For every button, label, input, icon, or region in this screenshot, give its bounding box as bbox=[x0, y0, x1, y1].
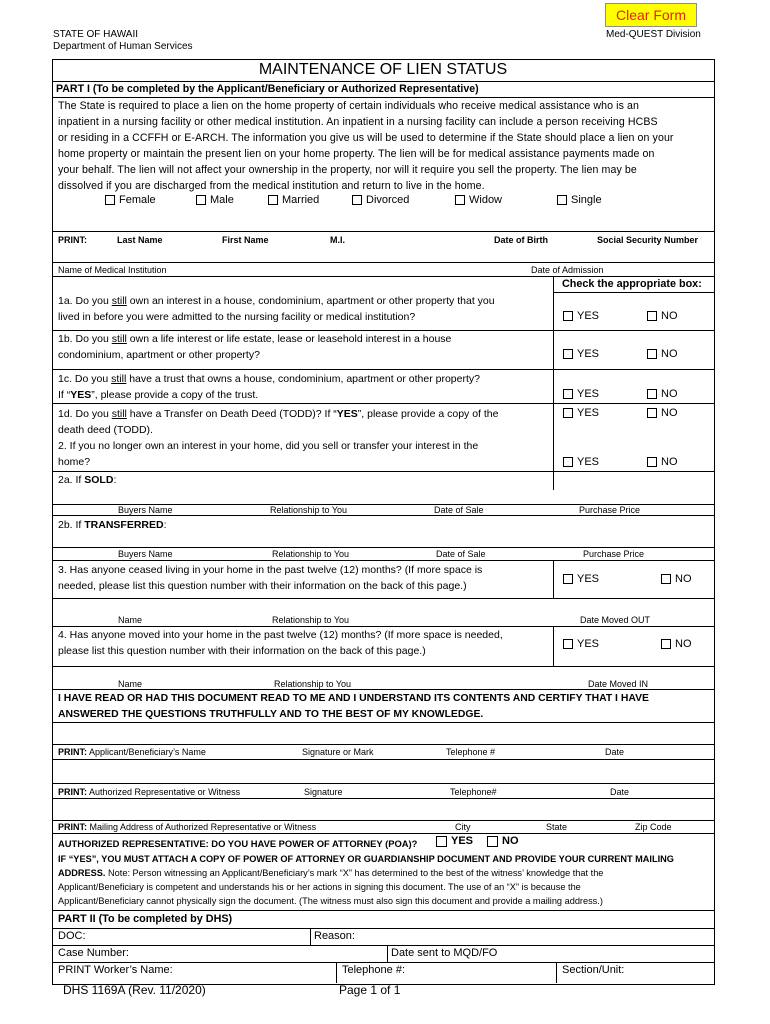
q1c-no-checkbox[interactable]: NO bbox=[647, 388, 678, 400]
city-label: City bbox=[455, 822, 471, 832]
q1d-no-checkbox[interactable]: NO bbox=[647, 407, 678, 419]
checkbox-icon bbox=[647, 408, 657, 418]
checkbox-widow[interactable]: Widow bbox=[455, 194, 502, 206]
q4-no-checkbox[interactable]: NO bbox=[661, 638, 692, 650]
checkbox-icon bbox=[647, 349, 657, 359]
part1-heading: PART I (To be completed by the Applicant/Beneficiary or Authorized Representative) bbox=[56, 83, 479, 95]
q3-name-label: Name bbox=[118, 615, 143, 625]
checkbox-icon bbox=[563, 639, 573, 649]
admission-label: Date of Admission bbox=[531, 265, 604, 275]
q1b-yes-checkbox[interactable]: YES bbox=[563, 348, 599, 360]
division-name: Med-QUEST Division bbox=[606, 29, 701, 40]
institution-label: Name of Medical Institution bbox=[58, 265, 167, 275]
applicant-row-labels: PRINT: Applicant/Beneficiary’s Name bbox=[58, 747, 206, 757]
reason-label: Reason: bbox=[314, 930, 355, 942]
q1b-no-checkbox[interactable]: NO bbox=[647, 348, 678, 360]
question-3: 3. Has anyone ceased living in your home in the past twelve (12) months? (If more space is needed, please list this question number with their information on the back of this page.) bbox=[58, 564, 483, 592]
representative-signature-input[interactable] bbox=[56, 760, 710, 782]
representative-telephone-label: Telephone# bbox=[450, 787, 497, 797]
transfer-date-label: Date of Sale bbox=[436, 549, 486, 559]
department-name: Department of Human Services bbox=[53, 41, 193, 52]
applicant-telephone-label: Telephone # bbox=[446, 747, 496, 757]
checkbox-icon bbox=[563, 311, 573, 321]
state-label: State bbox=[546, 822, 568, 832]
checkbox-icon bbox=[105, 195, 115, 205]
check-box-instruction: Check the appropriate box: bbox=[562, 278, 702, 290]
checkbox-icon bbox=[563, 349, 573, 359]
checkbox-icon bbox=[563, 389, 573, 399]
checkbox-icon bbox=[563, 457, 573, 467]
poa-yes-checkbox[interactable]: YES bbox=[436, 835, 473, 847]
transfer-buyers-name-label: Buyers Name bbox=[118, 549, 173, 559]
intro-paragraph: The State is required to place a lien on the home property of certain individuals who receive medical assistance who is an inpatient in a nursing facility or other medical institution. An inpatient in a nursing facility can include a person receiving HCBS or residing in a CCFFH or E-ARCH. The information you give us will be used to determine if the State should place a lien on your home property or maintain the present lien on your home property. The lien will be for medical assistance payments made on your behalf. The lien will not affect your ownership in the property, nor will it require you sell the property. The lien may be dissolved if you are discharged from the medical institution and return to live in the home. bbox=[58, 100, 674, 192]
transferred-input[interactable] bbox=[56, 533, 710, 547]
certification-statement: I HAVE READ OR HAD THIS DOCUMENT READ TO ME AND I UNDERSTAND ITS CONTENTS AND CERTIFY THAT I HAVE ANSWERED THE QUESTIONS TRUTHFULLY AND TO THE BEST OF MY KNOWLEDGE. bbox=[58, 693, 649, 720]
part2-heading: PART II (To be completed by DHS) bbox=[58, 913, 233, 925]
q1a-yes-checkbox[interactable]: YES bbox=[563, 310, 599, 322]
q1c-yes-checkbox[interactable]: YES bbox=[563, 388, 599, 400]
question-2a: 2a. If SOLD: bbox=[58, 474, 117, 486]
ssn-label: Social Security Number bbox=[597, 235, 699, 245]
dob-label: Date of Birth bbox=[494, 235, 548, 245]
worker-name-label: PRINT Worker’s Name: bbox=[58, 964, 173, 976]
zip-code-label: Zip Code bbox=[635, 822, 672, 832]
checkbox-divorced[interactable]: Divorced bbox=[352, 194, 409, 206]
checkbox-married[interactable]: Married bbox=[268, 194, 319, 206]
representative-signature-label: Signature bbox=[304, 787, 343, 797]
case-number-label: Case Number: bbox=[58, 947, 129, 959]
clear-form-button[interactable]: Clear Form bbox=[605, 3, 697, 27]
form-number: DHS 1169A (Rev. 11/2020) bbox=[63, 983, 206, 997]
sold-relationship-label: Relationship to You bbox=[270, 505, 348, 515]
q3-date-moved-out-label: Date Moved OUT bbox=[580, 615, 651, 625]
mailing-address-input[interactable] bbox=[56, 799, 710, 820]
checkbox-single[interactable]: Single bbox=[557, 194, 602, 206]
question-1c: 1c. Do you still have a trust that owns a house, condominium, apartment or other property? If “YES”, please provide a copy of the trust. bbox=[58, 373, 480, 401]
checkbox-icon bbox=[557, 195, 567, 205]
sold-date-label: Date of Sale bbox=[434, 505, 484, 515]
q3-relationship-label: Relationship to You bbox=[272, 615, 350, 625]
sold-price-label: Purchase Price bbox=[579, 505, 641, 515]
sold-buyers-name-label: Buyers Name bbox=[118, 505, 173, 515]
transfer-price-label: Purchase Price bbox=[583, 549, 645, 559]
checkbox-icon bbox=[455, 195, 465, 205]
checkbox-icon bbox=[647, 389, 657, 399]
q1a-no-checkbox[interactable]: NO bbox=[647, 310, 678, 322]
checkbox-female[interactable]: Female bbox=[105, 194, 156, 206]
question-1d: 1d. Do you still have a Transfer on Death Deed (TODD)? If “YES”, please provide a copy of the death deed (TODD). bbox=[58, 408, 499, 436]
q4-date-moved-in-label: Date Moved IN bbox=[588, 679, 649, 689]
q3-input[interactable] bbox=[56, 599, 710, 614]
q3-yes-checkbox[interactable]: YES bbox=[563, 573, 599, 585]
page-title: MAINTENANCE OF LIEN STATUS bbox=[258, 61, 508, 78]
checkbox-icon bbox=[563, 574, 573, 584]
telephone-label: Telephone #: bbox=[342, 964, 405, 976]
checkbox-icon bbox=[487, 836, 498, 847]
state-name: STATE OF HAWAII bbox=[53, 29, 138, 40]
applicant-signature-input[interactable] bbox=[56, 723, 710, 744]
date-sent-label: Date sent to MQD/FO bbox=[391, 947, 498, 959]
q2-no-checkbox[interactable]: NO bbox=[647, 456, 678, 468]
checkbox-icon bbox=[352, 195, 362, 205]
sold-input[interactable] bbox=[56, 490, 710, 504]
poa-question: AUTHORIZED REPRESENTATIVE: DO YOU HAVE POWER OF ATTORNEY (POA)? bbox=[58, 838, 418, 849]
q4-input[interactable] bbox=[56, 667, 710, 679]
q2-yes-checkbox[interactable]: YES bbox=[563, 456, 599, 468]
q3-no-checkbox[interactable]: NO bbox=[661, 573, 692, 585]
question-4: 4. Has anyone moved into your home in the past twelve (12) months? (If more space is needed, please list this question number with their information on the back of this page.) bbox=[58, 629, 503, 657]
last-name-label: Last Name bbox=[117, 235, 163, 245]
q1d-yes-checkbox[interactable]: YES bbox=[563, 407, 599, 419]
checkbox-icon bbox=[647, 457, 657, 467]
representative-row-labels: PRINT: Authorized Representative or Witness bbox=[58, 787, 241, 797]
question-1b: 1b. Do you still own a life interest or life estate, lease or leasehold interest in a house condominium, apartment or other property? bbox=[58, 333, 452, 361]
signature-or-mark-label: Signature or Mark bbox=[302, 747, 374, 757]
poa-instructions: IF “YES”, YOU MUST ATTACH A COPY OF POWER OF ATTORNEY OR GUARDIANSHIP DOCUMENT AND PROVIDE YOUR CURRENT MAILING ADDRESS. Note: Person witnessing an Applicant/Beneficiary’s mark “X” has determined to the best of the witness’ knowledge that the Applicant/Beneficiary is competent and understands his or her actions in signing this document. The use of an “X” is because the Applicant/Beneficiary cannot physically sign the document. (The witness must also sign this document and provide a mailing address.) bbox=[58, 854, 674, 906]
question-2b: 2b. If TRANSFERRED: bbox=[58, 519, 167, 531]
checkbox-icon bbox=[268, 195, 278, 205]
checkbox-icon bbox=[661, 574, 671, 584]
representative-date-label: Date bbox=[610, 787, 630, 797]
section-unit-label: Section/Unit: bbox=[562, 964, 625, 976]
question-1a: 1a. Do you still own an interest in a house, condominium, apartment or other property that you lived in before you were admitted to the nursing facility or medical institution? bbox=[58, 295, 495, 323]
q4-relationship-label: Relationship to You bbox=[274, 679, 352, 689]
checkbox-icon bbox=[661, 639, 671, 649]
checkbox-icon bbox=[647, 311, 657, 321]
checkbox-icon bbox=[196, 195, 206, 205]
mi-label: M.I. bbox=[330, 235, 345, 245]
q4-name-label: Name bbox=[118, 679, 143, 689]
name-input[interactable] bbox=[110, 246, 710, 262]
doc-label: DOC: bbox=[58, 930, 86, 942]
first-name-label: First Name bbox=[222, 235, 269, 245]
checkbox-icon bbox=[563, 408, 573, 418]
poa-no-checkbox[interactable]: NO bbox=[487, 835, 519, 847]
transfer-relationship-label: Relationship to You bbox=[272, 549, 350, 559]
checkbox-male[interactable]: Male bbox=[196, 194, 234, 206]
print-label: PRINT: bbox=[58, 235, 87, 245]
checkbox-icon bbox=[436, 836, 447, 847]
page-number: Page 1 of 1 bbox=[339, 983, 401, 997]
question-2: 2. If you no longer own an interest in your home, did you sell or transfer your interest in the home? bbox=[58, 440, 479, 468]
q4-yes-checkbox[interactable]: YES bbox=[563, 638, 599, 650]
applicant-date-label: Date bbox=[605, 747, 625, 757]
mailing-address-labels: PRINT: Mailing Address of Authorized Representative or Witness bbox=[58, 822, 317, 832]
